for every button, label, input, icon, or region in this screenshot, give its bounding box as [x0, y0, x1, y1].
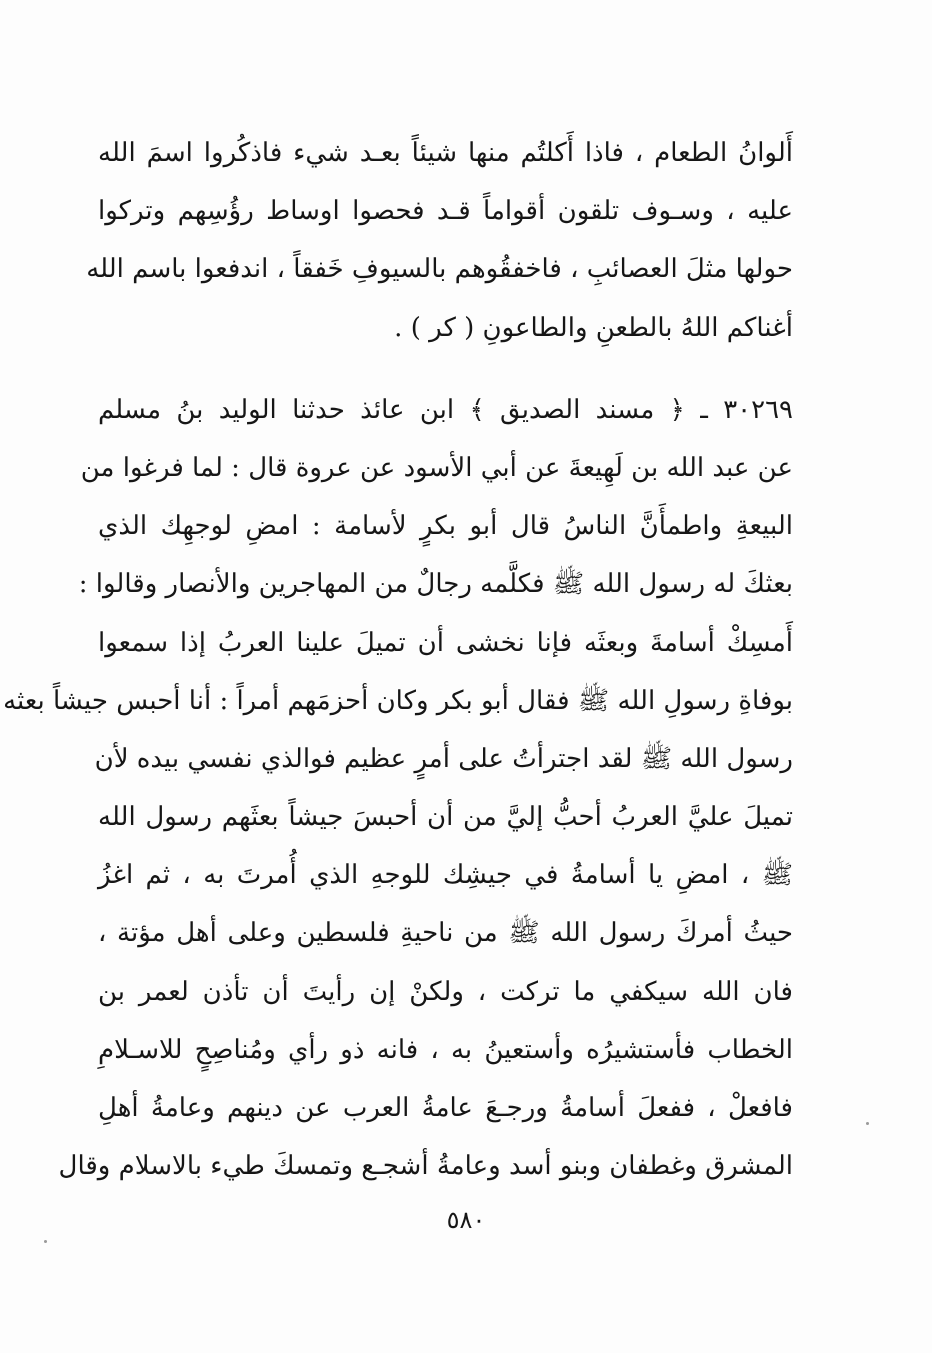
text-line: البيعةِ واطمأَنَّ الناسُ قال أبو بكرٍ لأسامة : امضِ لوجهِك الذي	[98, 511, 793, 542]
text-line: عليه ، وسـوف تلقون أقواماً قـد فحصوا اوساط رؤُسِهم وتركوا	[98, 196, 793, 227]
text-line: أَمسِكْ أسامةَ وبعثَه فإنا نخشى أن تميلَ علينا العربُ إذا سمعوا	[98, 627, 793, 658]
text-line: فان الله سيكفي ما تركت ، ولكنْ إن رأيتَ أن تأذن لعمر بن	[98, 976, 793, 1007]
text-line: المشرق وغطفان وبنو أسد وعامةُ أشجـع وتمسكَ طيء بالاسلام وقال	[58, 1151, 793, 1182]
page-number: ٥٨٠	[446, 1206, 486, 1234]
text-line: حولها مثلَ العصائبِ ، فاخفقُوهم بالسيوفِ خَفقاً ، اندفعوا باسم الله	[86, 254, 793, 285]
text-line: تميلَ عليَّ العربُ أحبُّ إليَّ من أن أحبسَ جيشاً بعثَهم رسول الله	[98, 802, 793, 833]
speck-mark	[44, 1240, 47, 1243]
text-line: عن عبد الله بن لَهِيعةَ عن أبي الأسود عن عروة قال : لما فرغوا من	[80, 452, 793, 483]
text-line: فافعلْ ، ففعلَ أسامةُ ورجـعَ عامةُ العرب عن دينهم وعامةُ أهلِ	[98, 1093, 793, 1123]
speck-mark	[866, 1122, 869, 1125]
text-line: حيثُ أمركَ رسول الله ﷺ من ناحيةِ فلسطين وعلى أهل مؤتة ،	[98, 918, 793, 949]
text-line: بعثكَ له رسول الله ﷺ فكلَّمه رجالٌ من المهاجرين والأنصار وقالوا :	[78, 569, 793, 600]
paragraph-2	[3, 381, 794, 1196]
text-line: رسول الله ﷺ لقد اجترأتُ على أمرٍ عظيم فوالذي نفسي بيده لأن	[94, 743, 793, 774]
text-line: الخطاب فأستشيرُه وأستعينُ به ، فانه ذو رأي ومُناصِحٍ للاسـلامِ	[98, 1034, 793, 1065]
body-text	[3, 124, 794, 1195]
paragraph-1	[86, 124, 793, 357]
text-line: بوفاةِ رسولِ الله ﷺ فقال أبو بكر وكان أحزمَهم أمراً : أنا أحبس جيشاً بعثه	[3, 685, 793, 716]
text-line: أَلوانُ الطعام ، فاذا أَكلتُم منها شيئاً بعـد شيء فاذكُروا اسمَ الله	[98, 138, 793, 168]
text-line: أغناكم اللهُ بالطعنِ والطاعونِ ( كر ) .	[394, 312, 793, 343]
text-line: ٣٠٢٦٩ ـ ﴿ مسند الصديق ﴾ ابن عائذ حدثنا الوليد بنُ مسلم	[98, 394, 794, 425]
paragraph-spacer	[98, 357, 793, 381]
text-line: ﷺ ، امضِ يا أسامةُ في جيشِك للوجهِ الذي أُمرتَ به ، ثم اغزُ	[98, 860, 793, 891]
